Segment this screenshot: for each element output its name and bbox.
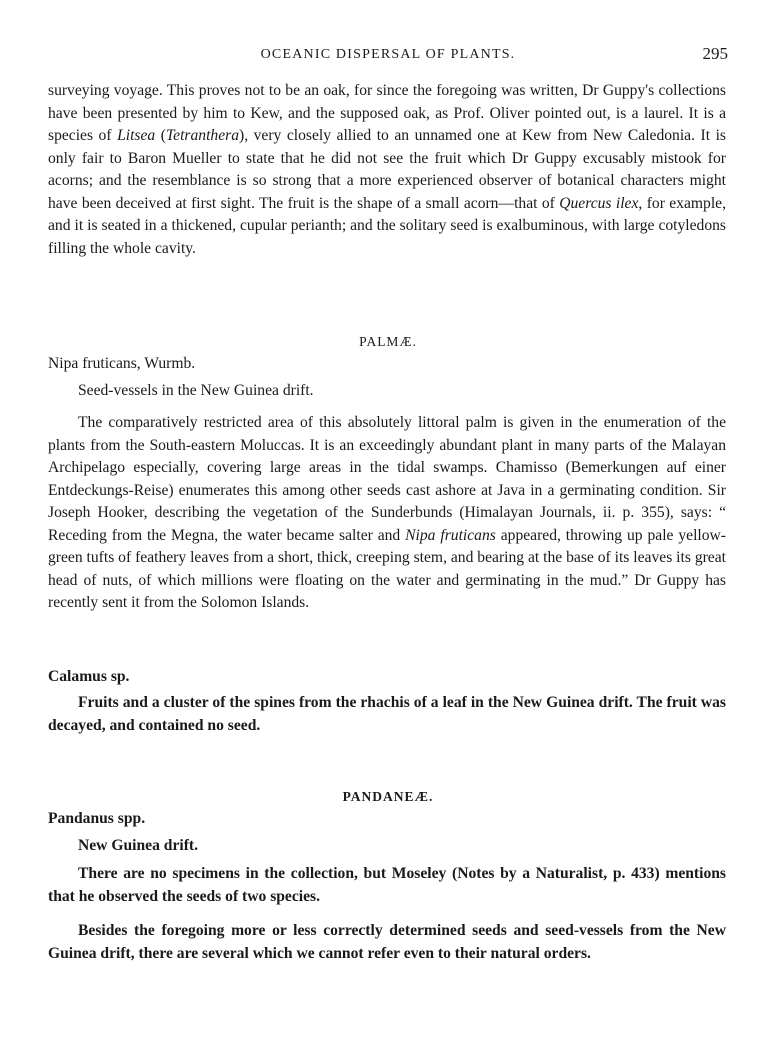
taxon-nipa: Nipa fruticans, Wurmb. (48, 355, 196, 372)
synonym-name: Tetranthera (165, 127, 239, 144)
taxon-calamus: Calamus sp. (48, 668, 130, 685)
pandanus-note: New Guinea drift. (78, 837, 198, 854)
nipa-paragraph: The comparatively restricted area of this absolutely littoral palm is given in the enumeration of the plants from the South-eastern Moluccas. It is an exceedingly abundant plant in many parts of the Malayan Archipelago especially, covering large areas in the tidal swamps. Chamisso (Bemerkungen auf einer Entdeckungs-Reise) enumerates this among other seeds cast ashore at Java in a germinating condition. Sir Joseph Hooker, describing the vegetation of the Sunderbunds (Himalayan Journals, ii. p. 355), says: “ Receding from the Megna, the water became salter and Nipa fruticans appeared, throwing up pale yellow-green tufts of feathery leaves from a short, thick, creeping stem, and bearing at the base of its leaves its great head of nuts, of which millions were floating on the water and germinating in the mud.” Dr Guppy has recently sent it from the Solomon Islands. (48, 414, 727, 611)
running-head (0, 44, 776, 68)
calamus-paragraph: Fruits and a cluster of the spines from the rhachis of a leaf in the New Guinea drift. The fruit was decayed, and contained no seed. (48, 694, 726, 734)
pandanus-paragraph: There are no specimens in the collection, but Moseley (Notes by a Naturalist, p. 433) mentions that he observed the seeds of two species. (48, 865, 726, 905)
nipa-italic: Nipa fruticans (405, 526, 496, 544)
closing-paragraph: Besides the foregoing more or less correctly determined seeds and seed-vessels from the New Guinea drift, there are several which we cannot refer even to their natural orders. (48, 922, 726, 962)
page-number: 295 (702, 44, 728, 63)
section-heading-pandaneae: PANDANEÆ. (342, 789, 434, 804)
intro-paragraph: surveying voyage. This proves not to be an oak, for since the foregoing was written, Dr Guppy's collections have been presented by him to Kew, and the supposed oak, as Prof. Oliver pointed out, is a laurel. It is a species of Litsea (Tetranthera), very closely allied to an unnamed one at Kew from New Caledonia. It is only fair to Baron Mueller to state that he did not see the fruit which Dr Guppy excusably mistook for acorns; and the resemblance is so strong that a more experienced observer of botanical characters might have been deceived at first sight. The fruit is the shape of a small acorn—that of Quercus ilex, for example, and it is seated in a thickened, cupular perianth; and the solitary seed is exalbuminous, with large cotyledons filling the whole cavity. (48, 82, 726, 257)
taxon-pandanus: Pandanus spp. (48, 810, 146, 827)
species-name: Quercus ilex (559, 194, 639, 212)
running-title: OCEANIC DISPERSAL OF PLANTS. (260, 47, 516, 62)
nipa-note: Seed-vessels in the New Guinea drift. (78, 382, 314, 399)
section-heading-palmae: PALMÆ. (359, 334, 417, 349)
genus-name: Litsea (117, 127, 156, 144)
